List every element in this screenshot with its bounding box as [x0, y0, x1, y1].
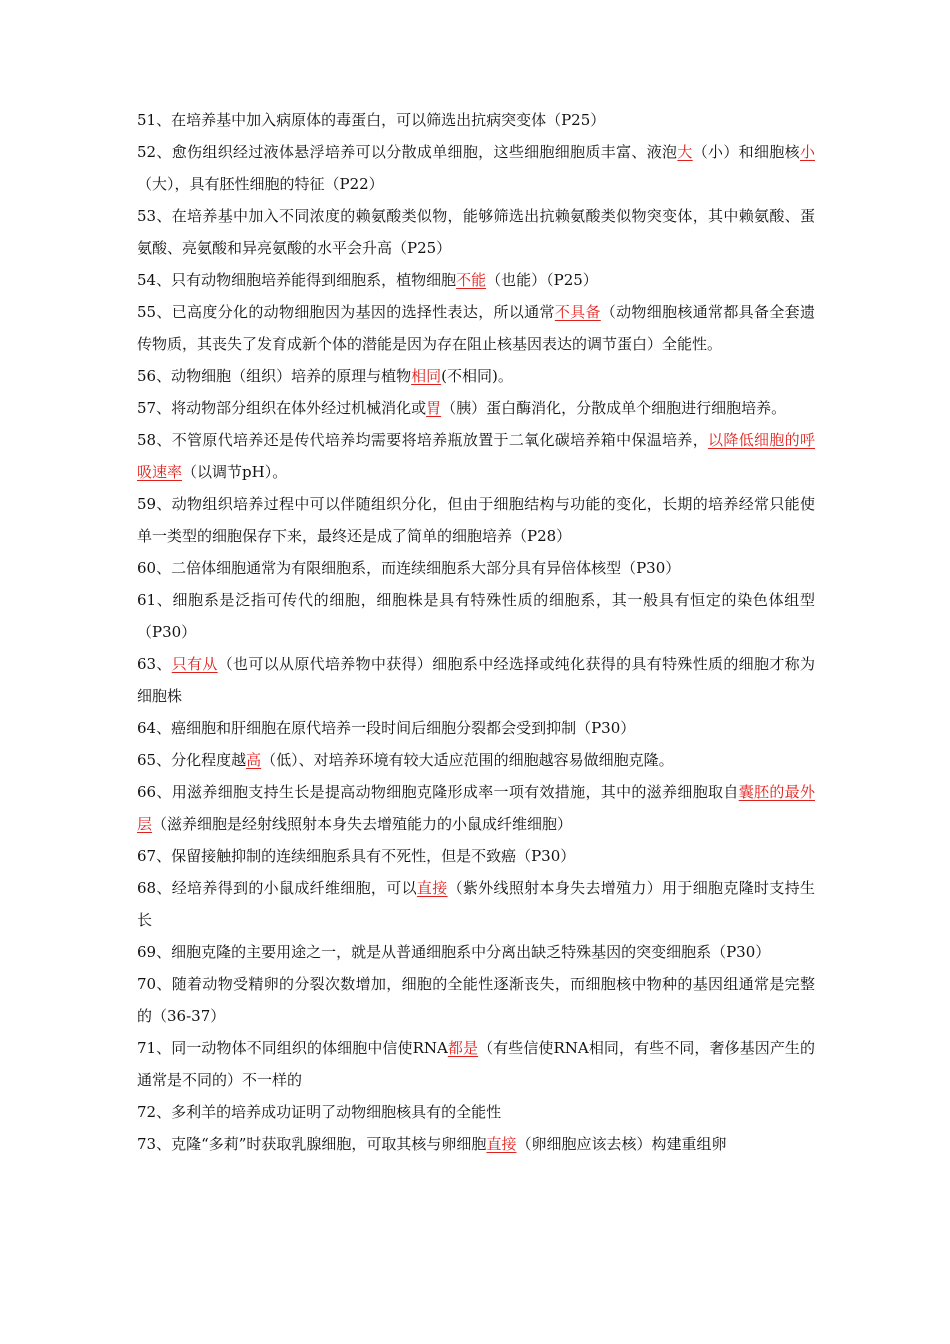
- statement-text: 57、将动物部分组织在体外经过机械消化或: [137, 399, 427, 417]
- statement-text: 53、在培养基中加入不同浓度的赖氨酸类似物，能够筛选出抗赖氨酸类似物突变体，其中赖氨酸、蛋氨酸、亮氨酸和异亮氨酸的水平会升高（P25）: [137, 207, 815, 257]
- answer-highlight: 直接: [486, 1135, 517, 1153]
- statement-text: 72、多利羊的培养成功证明了动物细胞核具有的全能性: [137, 1103, 502, 1121]
- statement-item: [137, 936, 815, 968]
- statement-item: [137, 744, 815, 776]
- answer-highlight: 高: [246, 751, 262, 769]
- answer-highlight: 直接: [416, 879, 448, 897]
- statement-text: 66、用滋养细胞支持生长是提高动物细胞克隆形成率一项有效措施，其中的滋养细胞取自: [137, 783, 739, 801]
- statement-item: [137, 1128, 815, 1160]
- statement-text: 60、二倍体细胞通常为有限细胞系，而连续细胞系大部分具有异倍体核型（P30）: [137, 559, 681, 577]
- statement-item: [137, 648, 815, 712]
- answer-highlight: 大: [677, 143, 693, 161]
- statement-item: [137, 488, 815, 552]
- answer-highlight: 小: [799, 143, 815, 161]
- statement-text: （以调节pH）。: [182, 463, 288, 481]
- statement-text: （卵细胞应该去核）构建重组卵: [516, 1135, 727, 1153]
- statement-text: 56、动物细胞（组织）培养的原理与植物: [137, 367, 412, 385]
- statement-text: 52、愈伤组织经过液体悬浮培养可以分散成单细胞，这些细胞细胞质丰富、液泡: [137, 143, 678, 161]
- statement-text: 73、克隆“多莉”时获取乳腺细胞，可取其核与卵细胞: [137, 1135, 487, 1153]
- statement-item: [137, 1032, 815, 1096]
- statement-text: 65、分化程度越: [137, 751, 247, 769]
- statement-item: [137, 840, 815, 872]
- statement-text: （大），具有胚性细胞的特征（P22）: [137, 175, 384, 193]
- statement-text: （小）和细胞核: [692, 143, 800, 161]
- statement-item: [137, 424, 815, 488]
- statement-text: （滋养细胞是经射线照射本身失去增殖能力的小鼠成纤维细胞）: [152, 815, 573, 833]
- statement-item: [137, 776, 815, 840]
- statement-item: [137, 136, 815, 200]
- document-body: [137, 104, 815, 1160]
- statement-text: 68、经培养得到的小鼠成纤维细胞，可以: [137, 879, 417, 897]
- statement-text: （紫外线照射本身失去增殖力）用于细胞克隆时支持生长: [137, 879, 815, 929]
- answer-highlight: 以降低细胞的呼吸速率: [137, 431, 815, 481]
- answer-highlight: 不能: [456, 271, 487, 289]
- statement-item: [137, 872, 815, 936]
- statement-text: 63、: [137, 655, 172, 673]
- statement-item: [137, 712, 815, 744]
- answer-highlight: 都是: [447, 1039, 479, 1057]
- answer-highlight: 相同: [411, 367, 442, 385]
- statement-item: [137, 584, 815, 648]
- statement-item: [137, 200, 815, 264]
- statement-text: 70、随着动物受精卵的分裂次数增加，细胞的全能性逐渐丧失，而细胞核中物种的基因组通常是完整的（36-37）: [137, 975, 815, 1025]
- statement-item: [137, 552, 815, 584]
- statement-text: 64、癌细胞和肝细胞在原代培养一段时间后细胞分裂都会受到抑制（P30）: [137, 719, 636, 737]
- statement-item: [137, 968, 815, 1032]
- answer-highlight: 只有从: [171, 655, 218, 673]
- statement-text: 61、细胞系是泛指可传代的细胞，细胞株是具有特殊性质的细胞系，其一般具有恒定的染色体组型（P30）: [137, 591, 815, 641]
- statement-text: （也可以从原代培养物中获得）细胞系中经选择或纯化获得的具有特殊性质的细胞才称为细胞株: [137, 655, 815, 705]
- statement-text: 71、同一动物体不同组织的体细胞中信使RNA: [137, 1039, 448, 1057]
- statement-text: （胰）蛋白酶消化，分散成单个细胞进行细胞培养。: [441, 399, 787, 417]
- statement-text: 67、保留接触抑制的连续细胞系具有不死性，但是不致癌（P30）: [137, 847, 576, 865]
- answer-highlight: 胃: [426, 399, 442, 417]
- statement-text: （也能）（P25）: [486, 271, 598, 289]
- answer-highlight: 不具备: [554, 303, 601, 321]
- statement-text: （有些信使RNA相同，有些不同，奢侈基因产生的通常是不同的）不一样的: [137, 1039, 815, 1089]
- statement-item: [137, 264, 815, 296]
- statement-item: [137, 1096, 815, 1128]
- statement-text: 51、在培养基中加入病原体的毒蛋白，可以筛选出抗病突变体（P25）: [137, 111, 606, 129]
- statement-text: (不相同)。: [441, 367, 513, 385]
- statement-item: [137, 360, 815, 392]
- statement-text: （低）、对培养环境有较大适应范围的细胞越容易做细胞克隆。: [261, 751, 674, 769]
- statement-text: 55、已高度分化的动物细胞因为基因的选择性表达，所以通常: [137, 303, 555, 321]
- statement-text: 54、只有动物细胞培养能得到细胞系，植物细胞: [137, 271, 457, 289]
- answer-highlight: 囊胚的最外层: [137, 783, 815, 833]
- statement-item: [137, 296, 815, 360]
- statement-item: [137, 392, 815, 424]
- statement-text: 59、动物组织培养过程中可以伴随组织分化，但由于细胞结构与功能的变化，长期的培养经常只能使单一类型的细胞保存下来，最终还是成了简单的细胞培养（P28）: [137, 495, 815, 545]
- statement-text: 69、细胞克隆的主要用途之一，就是从普通细胞系中分离出缺乏特殊基因的突变细胞系（P30）: [137, 943, 771, 961]
- statement-text: 58、不管原代培养还是传代培养均需要将培养瓶放置于二氧化碳培养箱中保温培养，: [137, 431, 709, 449]
- statement-item: [137, 104, 815, 136]
- statement-text: （动物细胞核通常都具备全套遗传物质，其丧失了发育成新个体的潜能是因为存在阻止核基因表达的调节蛋白）全能性。: [137, 303, 815, 353]
